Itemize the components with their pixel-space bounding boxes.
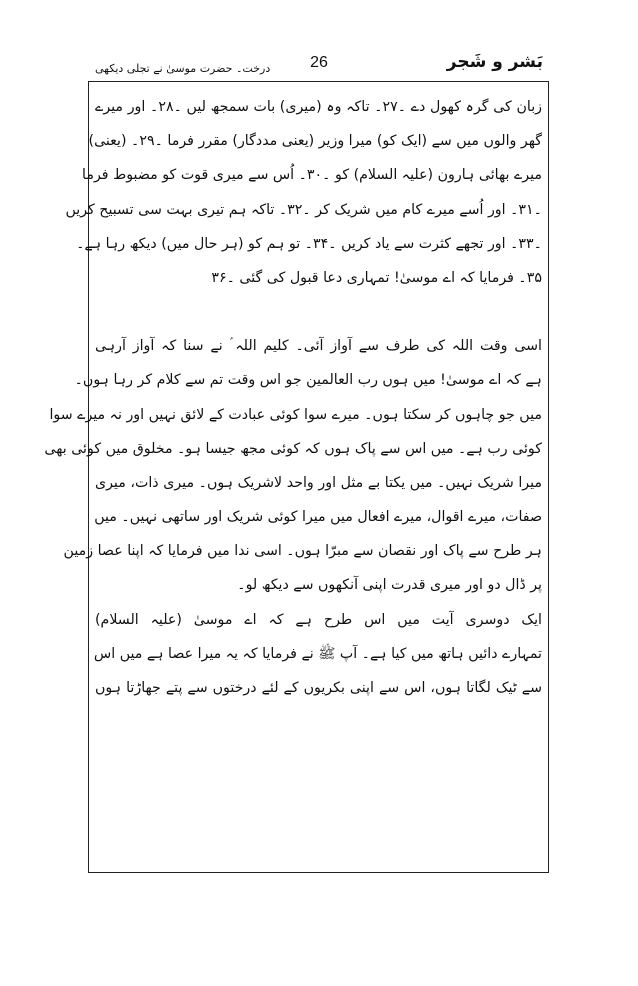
page-header — [95, 50, 543, 80]
section-title: درخت۔ حضرت موسیٰ نے تجلی دیکھی — [95, 62, 271, 75]
text-line: ایک دوسری آیت میں اس طرح ہے کہ اے موسیٰ (علیہ السلام) — [95, 611, 542, 628]
text-line: میرے بھائی ہارون (علیہ السلام) کو ۔۳۰۔ اُس سے میری قوت کو مضبوط فرما — [82, 167, 542, 184]
text-line: اسی وقت اللہ کی طرف سے آواز آئی۔ کلیم اللہ ؑ نے سنا کہ آواز آرہی — [95, 338, 542, 355]
text-line: زبان کی گرہ کھول دے ۔۲۷۔ تاکہ وہ (میری) بات سمجھ لیں ۔۲۸۔ اور میرے — [95, 99, 542, 115]
text-line: میں جو چاہوں کر سکتا ہوں۔ میرے سوا کوئی عبادت کے لائق نہیں اور نہ میرے سوا — [49, 406, 542, 423]
paragraph-3 — [95, 603, 542, 706]
page-number: 26 — [310, 54, 328, 71]
text-line: کوئی رب ہے۔ میں اس سے پاک ہوں کہ کوئی مجھ جیسا ہو۔ مخلوق میں کوئی بھی — [44, 440, 542, 457]
text-line: ۔۳۱۔ اور اُسے میرے کام میں شریک کر ۔۳۲۔ تاکہ ہم تیری بہت سی تسبیح کریں — [65, 201, 542, 218]
text-frame — [44, 81, 549, 873]
text-line: ۳۵۔ فرمایا کہ اے موسیٰ! تمہاری دعا قبول کی گئی ۔۳۶ — [211, 269, 542, 286]
paragraph-2 — [44, 329, 542, 603]
text-line: پر ڈال دو اور میری قدرت اپنی آنکھوں سے دیکھ لو۔ — [237, 577, 542, 594]
text-line: سے ٹیک لگاتا ہوں، اس سے اپنی بکریوں کے لئے درختوں سے پتے جھاڑتا ہوں — [95, 680, 542, 696]
paragraph-gap — [95, 295, 542, 329]
paragraph-1 — [65, 90, 542, 295]
book-title: بَشر و شَجر — [446, 52, 543, 72]
text-line: ۔۳۳۔ اور تجھے کثرت سے یاد کریں ۔۳۴۔ تو ہم کو (ہر حال میں) دیکھ رہا ہے۔ — [76, 235, 542, 252]
page-body — [44, 90, 542, 705]
text-line: صفات، میرے اقوال، میرے افعال میں میرا کوئی شریک اور ساتھی نہیں۔ میں — [94, 509, 542, 526]
text-line: ہر طرح سے پاک اور نقصان سے مبرّا ہوں۔ اسی ندا میں فرمایا کہ اپنا عصا زمین — [63, 543, 542, 560]
text-line: تمہارے دائیں ہاتھ میں کیا ہے۔ آپ ﷺ نے فرمایا کہ یہ میرا عصا ہے میں اس — [93, 645, 542, 662]
text-line: ہے کہ اے موسیٰ! میں ہوں رب العالمین جو اس وقت تم سے کلام کر رہا ہوں۔ — [74, 372, 542, 389]
text-line: میرا شریک نہیں۔ میں یکتا بے مثل اور واحد لاشریک ہوں۔ میری ذات، میری — [95, 474, 542, 491]
text-line: گھر والوں میں سے (ایک کو) میرا وزیر (یعنی مددگار) مقرر فرما ۔۲۹۔ (یعنی) — [88, 133, 542, 150]
